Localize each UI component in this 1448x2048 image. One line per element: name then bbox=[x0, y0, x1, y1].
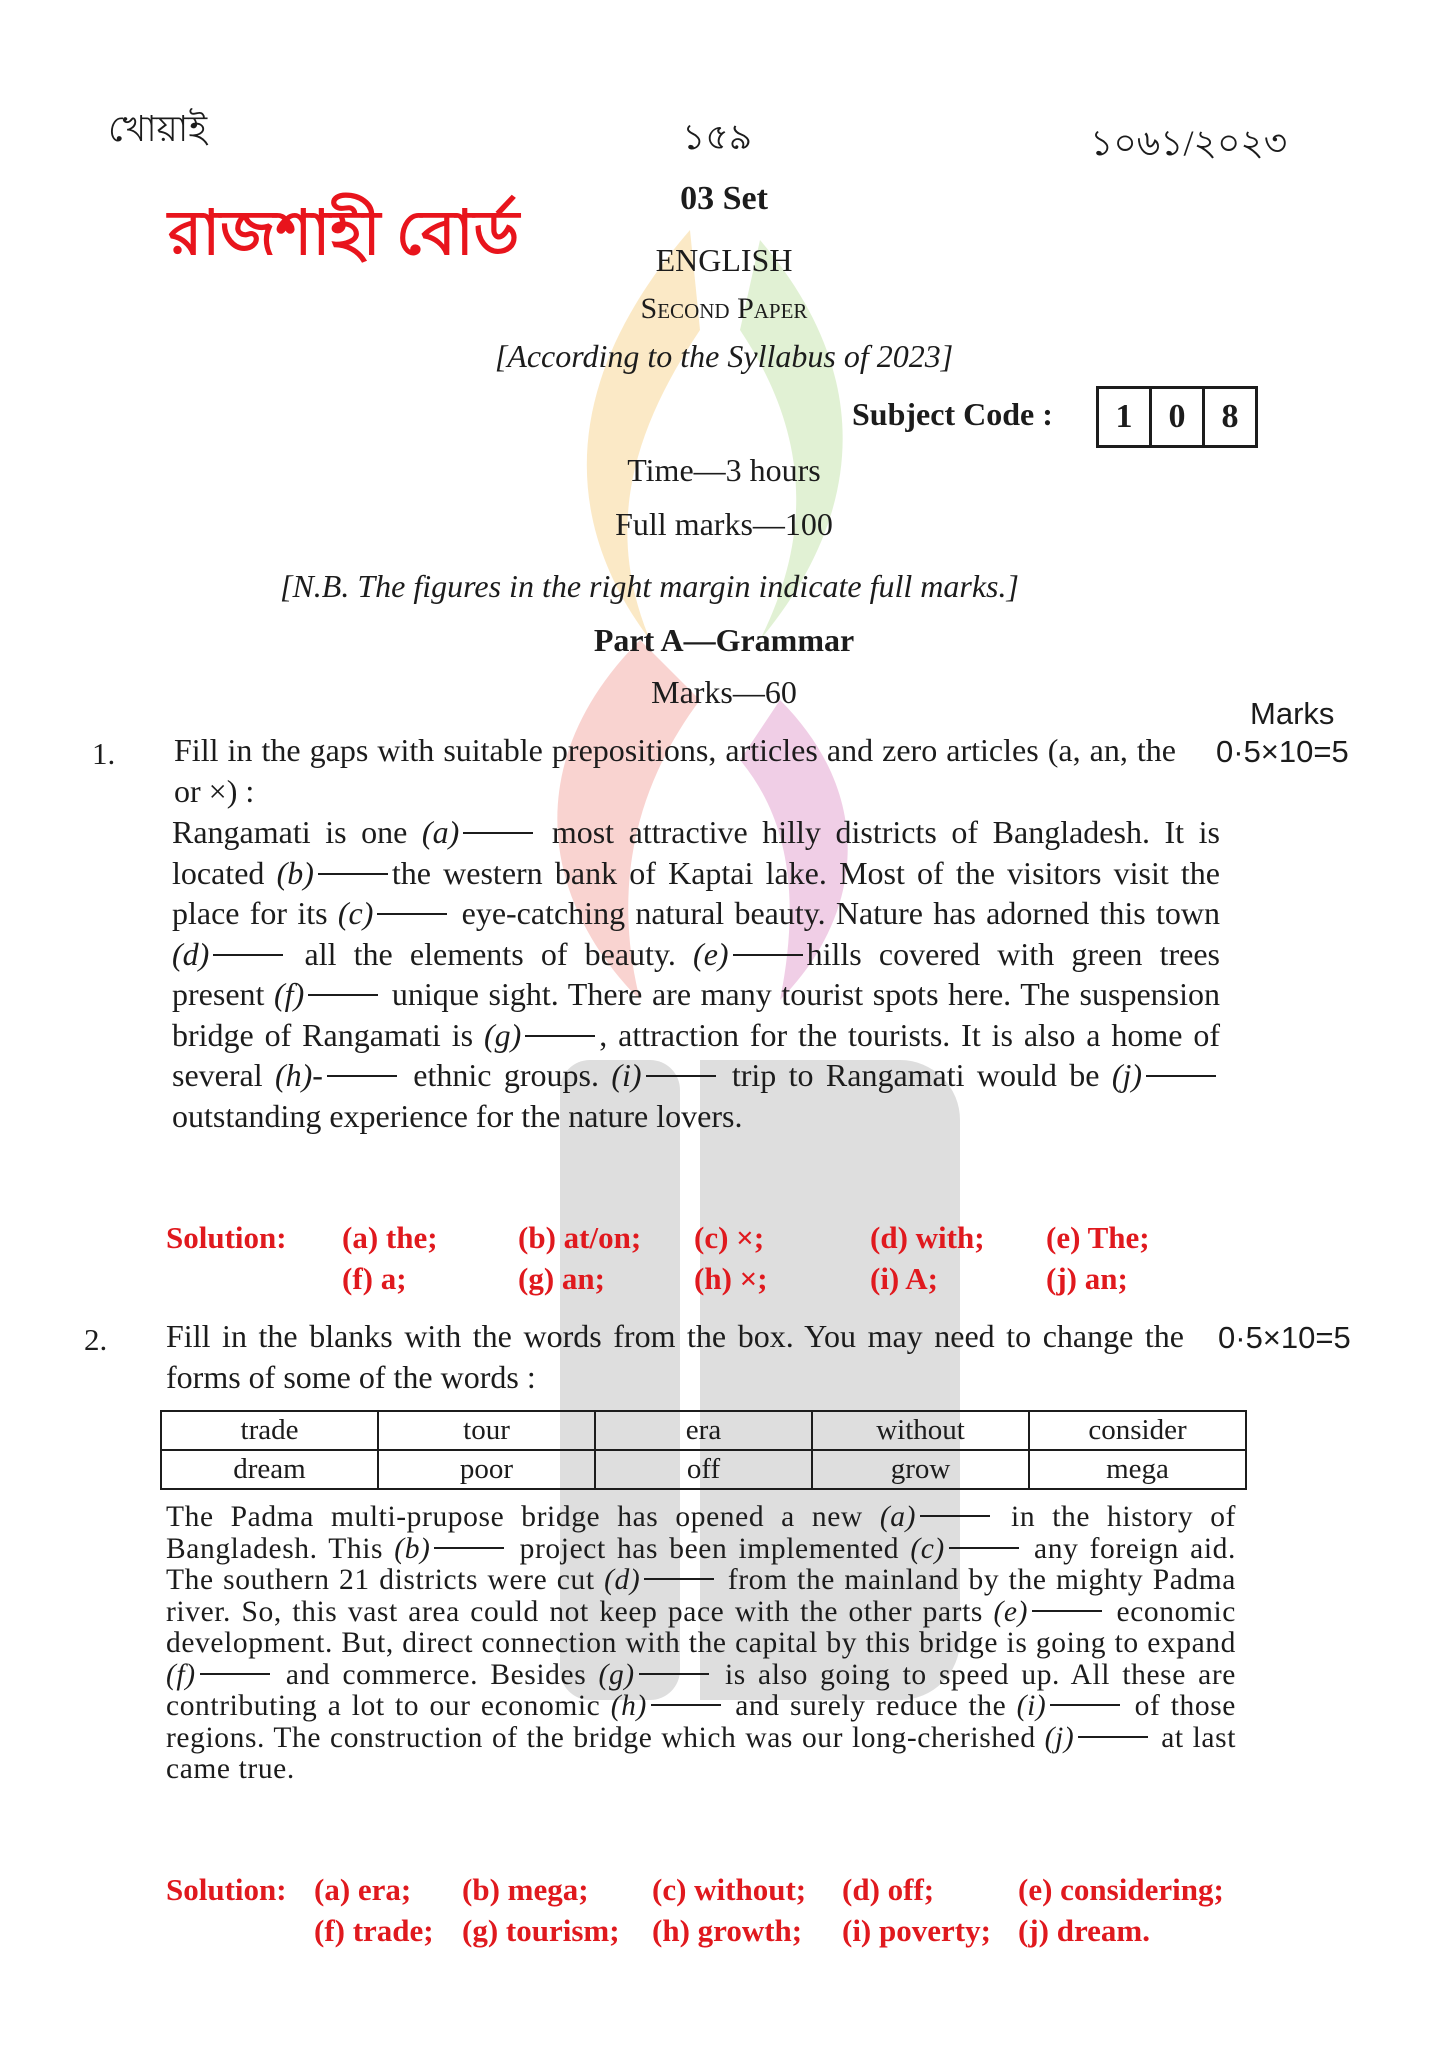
solution-answer: (j) an; bbox=[1046, 1261, 1128, 1296]
solution-answer: (i) A; bbox=[870, 1261, 939, 1296]
solution-answer: (h) ×; bbox=[694, 1261, 768, 1296]
blank-line bbox=[1032, 1610, 1102, 1612]
word-box-cell: off bbox=[595, 1450, 812, 1489]
header-page-number: ১৫৯ bbox=[682, 117, 753, 157]
word-box-cell: without bbox=[812, 1411, 1029, 1450]
board-name: রাজশাহী বোর্ড bbox=[168, 200, 520, 268]
question-1-instruction: Fill in the gaps with suitable prepositions, articles and zero articles (a, an, the or ×) : bbox=[174, 732, 1176, 809]
solution-answer: (f) a; bbox=[342, 1261, 407, 1296]
blank-label: (j) bbox=[1044, 1721, 1075, 1754]
solution-answer: (g) tourism; bbox=[462, 1913, 620, 1948]
solution-answer: (d) off; bbox=[842, 1872, 935, 1907]
blank-label: (g) bbox=[598, 1658, 635, 1691]
time-label: Time—3 hours bbox=[627, 452, 821, 488]
question-1-number: 1. bbox=[92, 736, 116, 771]
full-marks-label: Full marks—100 bbox=[615, 506, 833, 542]
passage-text: and commerce. Besides bbox=[273, 1658, 599, 1691]
solution-answer: (b) at/on; bbox=[518, 1220, 642, 1255]
blank-line bbox=[920, 1515, 990, 1517]
blank-line bbox=[213, 954, 283, 956]
blank-label: (h)- bbox=[274, 1057, 323, 1093]
word-box-cell: tour bbox=[378, 1411, 595, 1450]
nb-note: [N.B. The figures in the right margin indicate full marks.] bbox=[280, 568, 1019, 604]
passage-text: Rangamati is one bbox=[172, 814, 422, 850]
subject-code-label: Subject Code : bbox=[852, 396, 1053, 432]
passage-text: economic development. But, direct connection with the capital by this bridge is going to expand bbox=[166, 1595, 1237, 1659]
word-box-row bbox=[161, 1450, 1246, 1489]
question-1-solutions bbox=[342, 1220, 1246, 1302]
passage-text: outstanding experience for the nature lovers. bbox=[172, 1097, 743, 1134]
subject-title: ENGLISH bbox=[655, 242, 793, 278]
solution-row bbox=[342, 1220, 1246, 1261]
blank-label: (c) bbox=[337, 895, 374, 931]
word-box-cell: mega bbox=[1029, 1450, 1246, 1489]
question-1-marks: 0·5×10=5 bbox=[1216, 734, 1349, 769]
blank-label: (d) bbox=[172, 935, 210, 972]
passage-text: the western bank of Kaptai lake. Most of the visitors visit the place for its bbox=[172, 854, 1221, 931]
blank-label: (e) bbox=[993, 1595, 1029, 1628]
blank-line bbox=[525, 1035, 595, 1037]
passage-text: and surely reduce the bbox=[724, 1690, 1017, 1722]
blank-label: (j) bbox=[1111, 1057, 1143, 1093]
question-2-solution-label: Solution: bbox=[166, 1872, 287, 1907]
blank-label: (b) bbox=[394, 1532, 431, 1565]
question-1-passage bbox=[172, 812, 1220, 1136]
blank-line bbox=[318, 873, 388, 875]
blank-label: (g) bbox=[483, 1016, 522, 1053]
blank-label: (h) bbox=[610, 1690, 647, 1722]
passage-text: ethnic groups. bbox=[400, 1057, 612, 1093]
passage-text: in the history of Bangladesh. This bbox=[166, 1501, 1236, 1565]
blank-line bbox=[651, 1704, 721, 1706]
solution-answer: (j) dream. bbox=[1018, 1913, 1150, 1948]
passage-text: of those regions. The construction of the bridge which was our long-cherished bbox=[166, 1690, 1236, 1754]
header-exam-code: ১০৬১/২০২৩ bbox=[1090, 123, 1288, 163]
set-label: 03 Set bbox=[680, 180, 768, 217]
passage-text: from the mainland by the mighty Padma river. So, this vast area could not keep pace with the other parts bbox=[166, 1564, 1236, 1628]
question-2-passage bbox=[166, 1502, 1236, 1786]
passage-text: all the elements of beauty. bbox=[287, 935, 694, 972]
part-marks: Marks—60 bbox=[651, 674, 797, 710]
question-2-marks: 0·5×10=5 bbox=[1218, 1320, 1351, 1355]
word-box-row bbox=[161, 1411, 1246, 1450]
blank-line bbox=[327, 1075, 397, 1077]
blank-line bbox=[644, 1578, 714, 1580]
question-2-number: 2. bbox=[84, 1322, 108, 1357]
blank-line bbox=[308, 994, 378, 996]
subject-code-digit: 1 bbox=[1096, 386, 1149, 448]
solution-answer: (c) ×; bbox=[694, 1220, 765, 1255]
syllabus-note: [According to the Syllabus of 2023] bbox=[494, 338, 954, 374]
blank-line bbox=[949, 1547, 1019, 1549]
solution-row bbox=[314, 1913, 1258, 1954]
blank-line bbox=[200, 1673, 270, 1675]
solution-answer: (i) poverty; bbox=[842, 1913, 991, 1948]
solution-answer: (c) without; bbox=[652, 1872, 807, 1907]
blank-line bbox=[463, 832, 533, 834]
passage-text: project has been implemented bbox=[508, 1532, 911, 1565]
blank-line bbox=[1050, 1704, 1120, 1706]
question-1-solution-label: Solution: bbox=[166, 1220, 287, 1255]
blank-label: (a) bbox=[421, 814, 460, 850]
solution-answer: (h) growth; bbox=[652, 1913, 803, 1948]
word-box-cell: grow bbox=[812, 1450, 1029, 1489]
subject-code-digit: 0 bbox=[1149, 386, 1202, 448]
solution-answer: (e) considering; bbox=[1018, 1872, 1224, 1907]
blank-label: (b) bbox=[276, 854, 314, 891]
blank-label: (f) bbox=[166, 1658, 196, 1691]
subject-code-digit: 8 bbox=[1202, 386, 1258, 448]
blank-label: (i) bbox=[611, 1057, 642, 1093]
blank-label: (f) bbox=[274, 976, 305, 1012]
blank-line bbox=[639, 1673, 709, 1675]
subject-code-box bbox=[1096, 386, 1258, 448]
passage-text: The Padma multi-prupose bridge has opened a new bbox=[166, 1501, 880, 1533]
solution-answer: (f) trade; bbox=[314, 1913, 434, 1948]
passage-text: most attractive hilly districts of Bangladesh. It is located bbox=[172, 814, 1221, 891]
blank-label: (d) bbox=[604, 1564, 641, 1596]
passage-text: any foreign aid. The southern 21 districts were cut bbox=[166, 1532, 1236, 1596]
blank-line bbox=[434, 1547, 504, 1549]
question-2-solutions bbox=[314, 1872, 1258, 1954]
paper-title: Second Paper bbox=[640, 292, 808, 325]
word-box-cell: era bbox=[595, 1411, 812, 1450]
blank-label: (c) bbox=[910, 1532, 945, 1565]
blank-line bbox=[1146, 1075, 1216, 1077]
word-box-cell: dream bbox=[161, 1450, 378, 1489]
passage-text: is also going to speed up. All these are contributing a lot to our economic bbox=[166, 1658, 1236, 1722]
part-heading: Part A—Grammar bbox=[593, 622, 855, 658]
solution-answer: (g) an; bbox=[518, 1261, 605, 1296]
passage-text: unique sight. There are many tourist spots here. The suspension bridge of Rangamati is bbox=[172, 976, 1221, 1053]
blank-line bbox=[646, 1075, 716, 1077]
passage-text: , attraction for the tourists. It is also a home of several bbox=[172, 1016, 1221, 1093]
blank-line bbox=[1078, 1736, 1148, 1738]
blank-line bbox=[733, 954, 803, 956]
passage-text: eye-catching natural beauty. Nature has adorned this town bbox=[451, 895, 1221, 931]
word-box-cell: trade bbox=[161, 1411, 378, 1450]
marks-heading: Marks bbox=[1250, 696, 1335, 731]
word-box-cell: consider bbox=[1029, 1411, 1246, 1450]
passage-text: at last came true. bbox=[166, 1721, 1236, 1785]
question-2-instruction: Fill in the blanks with the words from the box. You may need to change the forms of some of the words : bbox=[166, 1318, 1184, 1395]
solution-answer: (b) mega; bbox=[462, 1872, 589, 1907]
blank-label: (i) bbox=[1016, 1690, 1047, 1722]
solution-row bbox=[314, 1872, 1258, 1913]
word-box-cell: poor bbox=[378, 1450, 595, 1489]
solution-answer: (a) era; bbox=[314, 1872, 412, 1907]
passage-text: trip to Rangamati would be bbox=[719, 1057, 1112, 1093]
blank-label: (a) bbox=[879, 1501, 917, 1533]
word-box bbox=[160, 1410, 1247, 1490]
header-left-label: খোয়াই bbox=[108, 109, 208, 149]
passage-text: hills covered with green trees present bbox=[172, 935, 1221, 1012]
solution-answer: (a) the; bbox=[342, 1220, 438, 1255]
blank-label: (e) bbox=[693, 935, 729, 972]
solution-answer: (e) The; bbox=[1046, 1220, 1150, 1255]
solution-answer: (d) with; bbox=[870, 1220, 985, 1255]
solution-row bbox=[342, 1261, 1246, 1302]
blank-line bbox=[377, 913, 447, 915]
